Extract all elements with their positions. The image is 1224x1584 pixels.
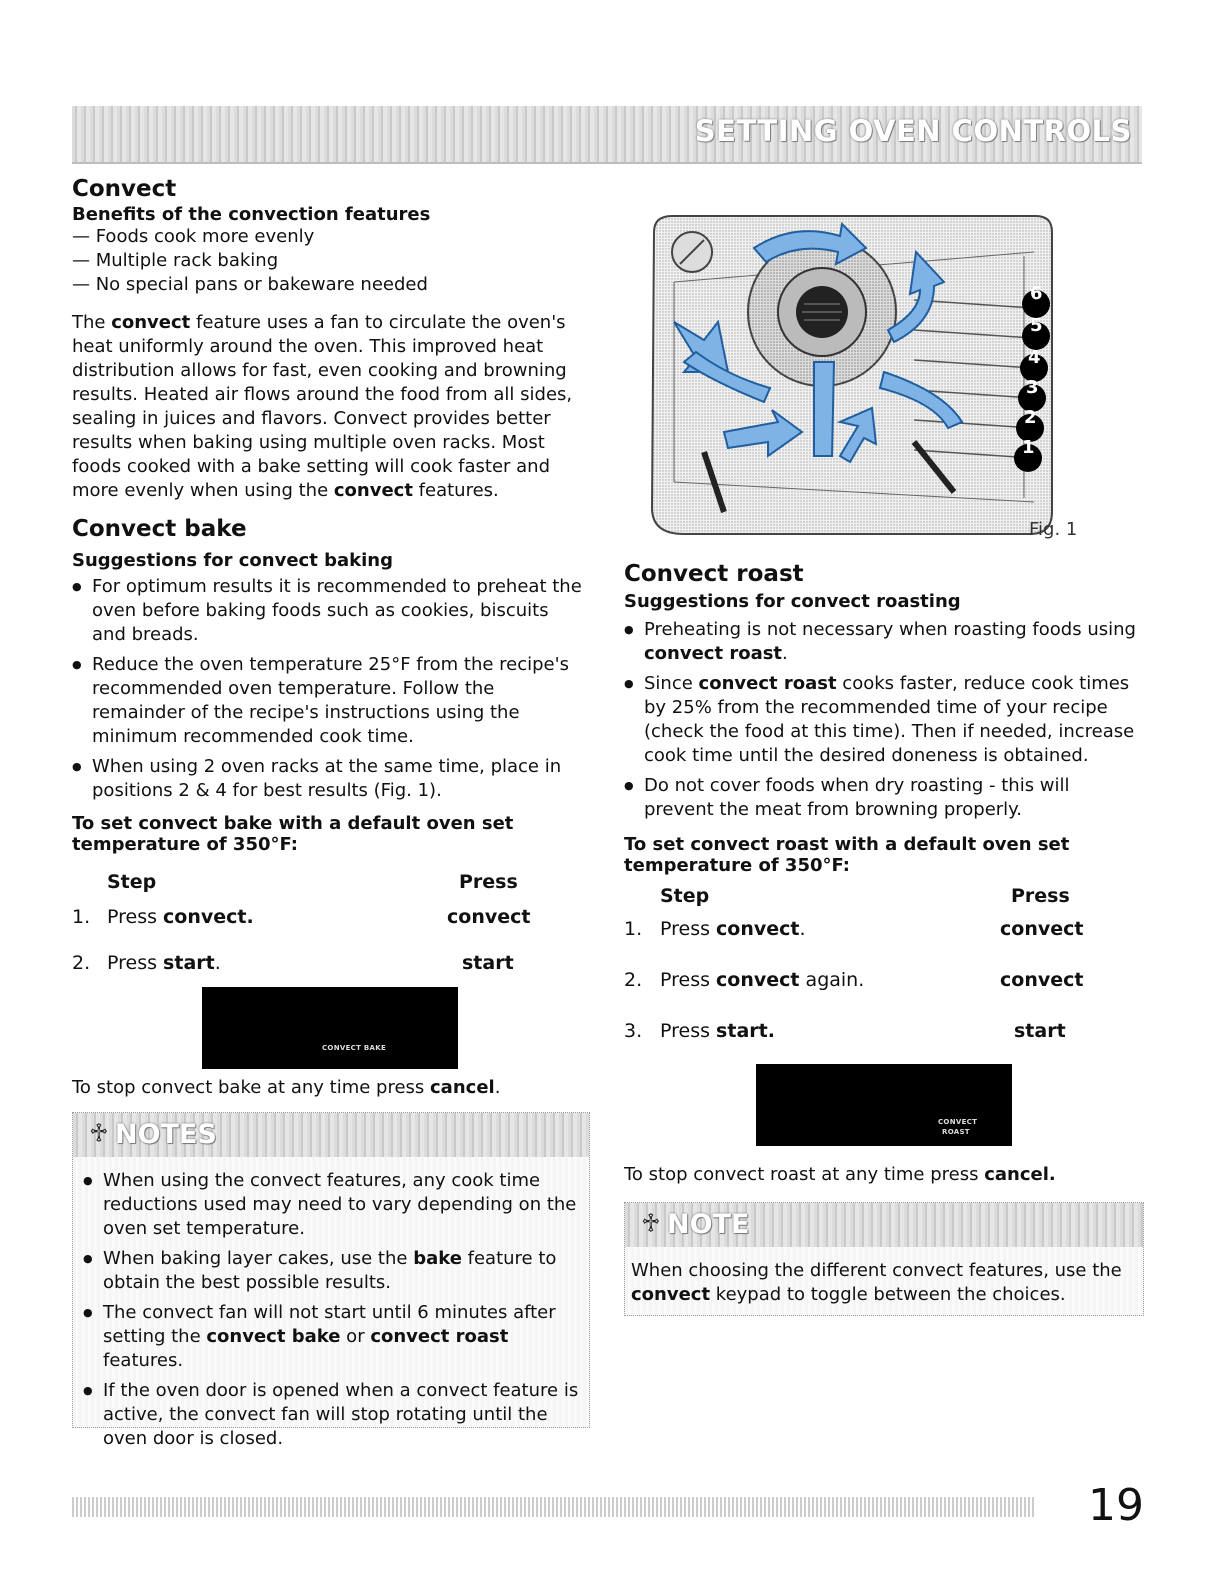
rack-number: 3	[1026, 377, 1039, 398]
pushpin-icon: ♱	[89, 1119, 109, 1149]
list-item: ● When baking layer cakes, use the bake feature to obtain the best possible results.	[83, 1247, 579, 1295]
oven-convection-figure	[644, 212, 1054, 542]
list-item: ● For optimum results it is recommended to preheat the oven before baking foods such as cookies, biscuits and breads.	[72, 575, 587, 647]
convect-intro: The convect feature uses a fan to circulate the oven's heat uniformly around the oven. This improved heat distribution allows for fast, even cooking and browning results. Heated air flows around the food from all sides, sealing in juices and flavors. Convect provides better results when baking using multiple oven racks. Most foods cooked with a bake setting will cook faster and more evenly when using the convect features.	[72, 312, 573, 501]
rack-number: 4	[1028, 347, 1041, 368]
list-item: ● Reduce the oven temperature 25°F from the recipe's recommended oven temperature. Follow the remainder of the recipe's instructions using the minimum recommended cook time.	[72, 653, 587, 749]
pushpin-icon: ♱	[641, 1209, 661, 1239]
note-header	[625, 1203, 1143, 1247]
press-key-convect: convect	[1000, 969, 1084, 991]
col-press: Press	[1011, 885, 1070, 907]
display-panel	[756, 1064, 1012, 1146]
convect-roast-section	[624, 561, 1144, 876]
step-row: 1. Press convect.	[624, 918, 806, 940]
press-key-start: start	[462, 952, 514, 974]
notes-title: NOTES	[115, 1119, 217, 1150]
press-key-convect: convect	[1000, 918, 1084, 940]
list-item: — Multiple rack baking	[72, 250, 279, 271]
convect-bake-set-heading: To set convect bake with a default oven set temperature of 350°F:	[72, 813, 514, 855]
display-panel	[202, 987, 458, 1069]
note-box	[624, 1202, 1144, 1316]
display-label: CONVECT	[938, 1118, 978, 1126]
figure-caption: Fig. 1	[1029, 519, 1078, 540]
list-item: ● Preheating is not necessary when roasting foods using convect roast.	[624, 618, 1144, 666]
footer-rule	[72, 1497, 1036, 1517]
display-label: ROAST	[942, 1128, 970, 1136]
convect-section	[72, 176, 592, 503]
list-item: ● Since convect roast cooks faster, reduce cook times by 25% from the recommended time of your recipe (check the food at this time). Then if needed, increase cook time until the desired doneness is obtained.	[624, 672, 1144, 768]
step-row: 1. Press convect.	[72, 906, 254, 928]
list-item: ● If the oven door is opened when a convect feature is active, the convect fan will stop rotating until the oven door is closed.	[83, 1379, 579, 1451]
convect-roast-stop-text: To stop convect roast at any time press cancel.	[624, 1164, 1056, 1185]
convect-bake-stop-text: To stop convect bake at any time press cancel.	[72, 1077, 501, 1098]
note-text: When choosing the different convect features, use the convect keypad to toggle between the choices.	[631, 1260, 1122, 1305]
rack-number: 5	[1030, 315, 1043, 336]
col-press: Press	[459, 871, 518, 893]
rack-number: 6	[1030, 283, 1043, 304]
convect-bake-suggestions	[72, 575, 587, 803]
list-item: — Foods cook more evenly	[72, 226, 315, 247]
convect-roast-title: Convect roast	[624, 561, 804, 587]
list-item: ● When using the convect features, any cook time reductions used may need to vary depending on the oven set temperature.	[83, 1169, 579, 1241]
list-item: ● The convect fan will not start until 6 minutes after setting the convect bake or convect roast features.	[83, 1301, 579, 1373]
notes-header	[73, 1113, 589, 1157]
convect-roast-suggestions-heading: Suggestions for convect roasting	[624, 591, 961, 612]
page-number: 19	[1088, 1480, 1144, 1531]
step-row: 3. Press start.	[624, 1020, 775, 1042]
step-row: 2. Press convect again.	[624, 969, 865, 991]
press-key-start: start	[1014, 1020, 1066, 1042]
convect-title: Convect	[72, 176, 177, 202]
notes-list	[73, 1157, 589, 1451]
oven-diagram	[644, 212, 1054, 542]
banner-title: SETTING OVEN CONTROLS	[694, 114, 1132, 148]
convect-bake-title: Convect bake	[72, 516, 247, 542]
convect-roast-set-heading: To set convect roast with a default oven set temperature of 350°F:	[624, 834, 1070, 876]
rack-number: 1	[1022, 437, 1035, 458]
rack-number: 2	[1024, 407, 1037, 428]
col-step: Step	[107, 871, 157, 893]
section-banner	[72, 106, 1142, 164]
benefits-list	[72, 225, 592, 297]
note-title: NOTE	[667, 1209, 750, 1240]
list-item: — No special pans or bakeware needed	[72, 274, 428, 295]
convect-roast-suggestions	[624, 618, 1144, 822]
benefits-heading: Benefits of the convection features	[72, 204, 431, 225]
list-item: ● Do not cover foods when dry roasting - this will prevent the meat from browning properly.	[624, 774, 1144, 822]
step-row: 2. Press start.	[72, 952, 221, 974]
press-key-convect: convect	[447, 906, 531, 928]
convect-bake-suggestions-heading: Suggestions for convect baking	[72, 550, 393, 571]
list-item: ● When using 2 oven racks at the same time, place in positions 2 & 4 for best results (Fig. 1).	[72, 755, 587, 803]
col-step: Step	[660, 885, 710, 907]
convect-bake-section	[72, 516, 587, 855]
display-label: CONVECT BAKE	[322, 1044, 387, 1052]
notes-box	[72, 1112, 590, 1449]
